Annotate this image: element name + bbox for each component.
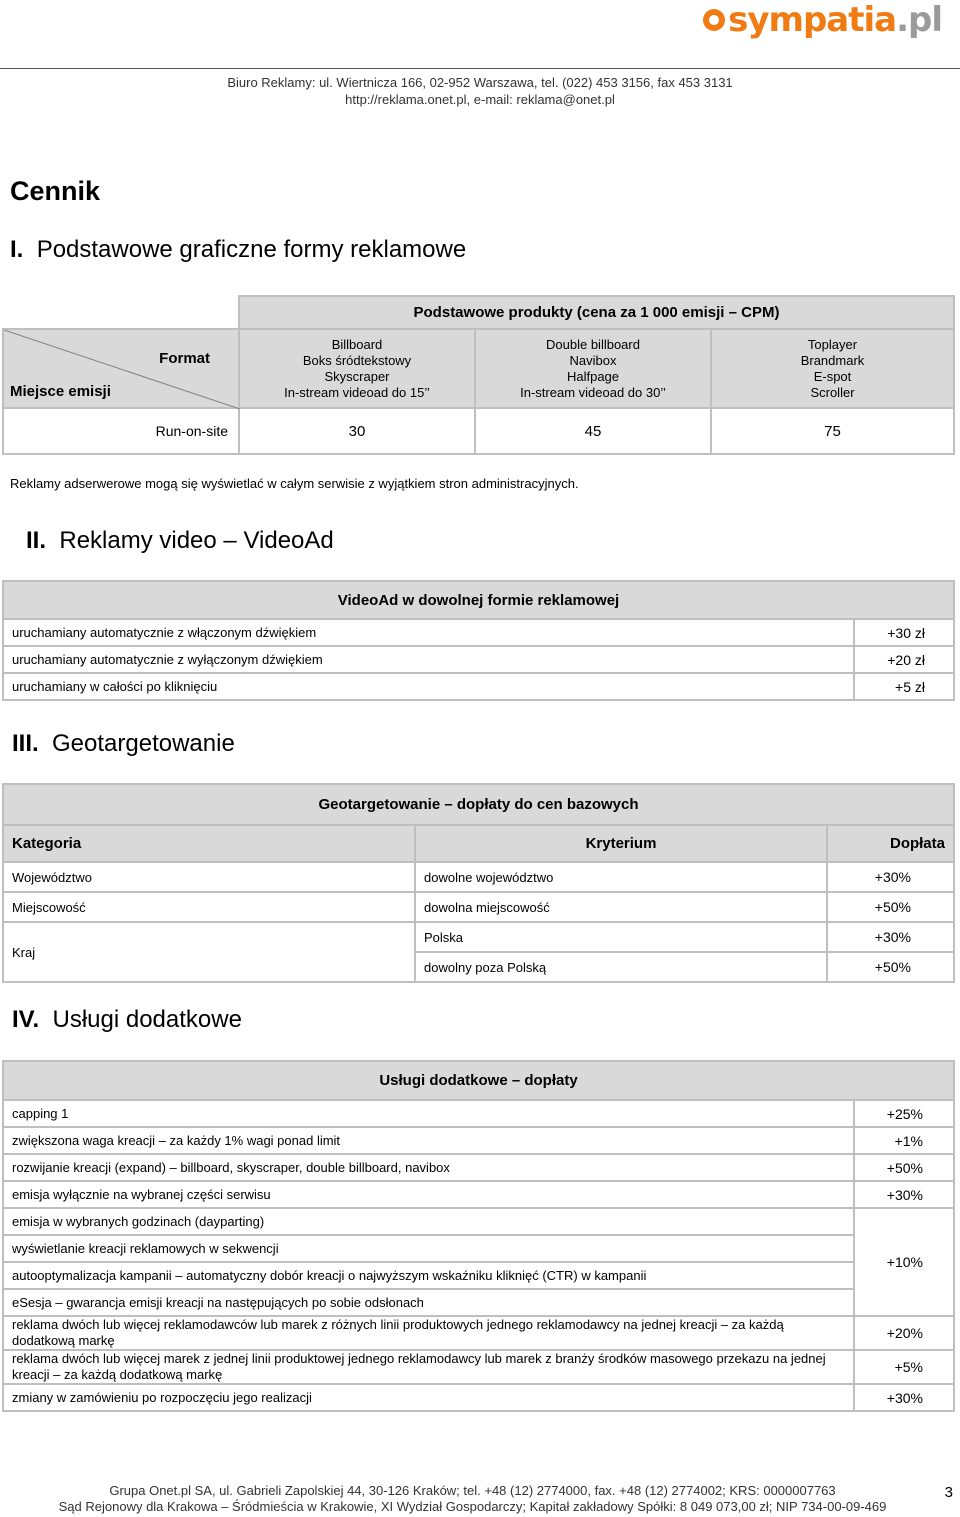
- geo-value: +30%: [827, 922, 954, 952]
- section-2-heading: [26, 527, 334, 555]
- service-label: eSesja – gwarancja emisji kreacji na następujących po sobie odsłonach: [3, 1289, 854, 1316]
- table-row: [3, 892, 954, 922]
- videoad-value: +20 zł: [854, 646, 954, 673]
- price-cell: 45: [475, 408, 711, 454]
- price-cell: 30: [239, 408, 475, 454]
- table-row: [3, 922, 954, 952]
- table-row: [3, 408, 954, 454]
- additional-services-table: [2, 1060, 955, 1412]
- service-value: +1%: [854, 1127, 954, 1154]
- corner-placement-label: Miejsce emisji: [10, 383, 111, 400]
- section-3-number: III.: [12, 730, 39, 757]
- table-row: [3, 1154, 954, 1181]
- service-label: capping 1: [3, 1100, 854, 1127]
- service-label: rozwijanie kreacji (expand) – billboard, skyscraper, double billboard, navibox: [3, 1154, 854, 1181]
- section-2-title: Reklamy video – VideoAd: [59, 527, 334, 554]
- table-row: [3, 646, 954, 673]
- section-1-heading: [10, 236, 466, 264]
- section-4-heading: [12, 1006, 242, 1034]
- service-value: +25%: [854, 1100, 954, 1127]
- service-label: emisja w wybranych godzinach (dayparting): [3, 1208, 854, 1235]
- geo-value: +50%: [827, 892, 954, 922]
- videoad-label: uruchamiany automatycznie z włączonym dźwiękiem: [3, 619, 854, 646]
- table-row: [3, 619, 954, 646]
- table-row: [3, 1181, 954, 1208]
- videoad-title: VideoAd w dowolnej formie reklamowej: [3, 581, 954, 619]
- geotargeting-table: [2, 783, 955, 983]
- videoad-value: +5 zł: [854, 673, 954, 700]
- header-divider: [0, 68, 960, 69]
- price-cell: 75: [711, 408, 954, 454]
- address-line-1: Biuro Reklamy: ul. Wiertnicza 166, 02-952 Warszawa, tel. (022) 453 3156, fax 453 3131: [227, 75, 733, 90]
- service-label: reklama dwóch lub więcej reklamodawców lub marek z różnych linii produktowych jednego reklamodawcy na jednej kreacji – za każdą dodatkową markę: [3, 1316, 854, 1350]
- service-label: autooptymalizacja kampanii – automatyczny dobór kreacji o najwyższym wskaźniku kliknięć (CTR) w kampanii: [3, 1262, 854, 1289]
- page-number: 3: [944, 1484, 953, 1501]
- format-col-2: Double billboard Navibox Halfpage In-stream videoad do 30’’: [475, 329, 711, 408]
- table-row: [3, 1127, 954, 1154]
- service-value: +50%: [854, 1154, 954, 1181]
- corner-format-label: Format: [159, 350, 210, 367]
- footer-line-2: Sąd Rejonowy dla Krakowa – Śródmieścia w Krakowie, XI Wydział Gospodarczy; Kapitał zakładowy Spółki: 8 049 073,00 zł; NIP 734-00-09-469: [58, 1499, 887, 1514]
- services-title: Usługi dodatkowe – dopłaty: [3, 1061, 954, 1100]
- service-label: emisja wyłącznie na wybranej części serwisu: [3, 1181, 854, 1208]
- service-label: wyświetlanie kreacji reklamowych w sekwencji: [3, 1235, 854, 1262]
- basic-products-table: [2, 295, 955, 455]
- basic-products-title: Podstawowe produkty (cena za 1 000 emisji – CPM): [239, 296, 954, 329]
- footer-line-1: Grupa Onet.pl SA, ul. Gabrieli Zapolskiej 44, 30-126 Kraków; tel. +48 (12) 2774000, fax. +48 (12) 2774002; KRS: 0000007763: [109, 1483, 836, 1498]
- header-category: Kategoria: [3, 825, 415, 862]
- section-3-heading: [12, 730, 235, 758]
- table-row: [3, 1100, 954, 1127]
- geo-category: Województwo: [3, 862, 415, 892]
- geo-category: Kraj: [3, 922, 415, 982]
- geo-criterion: dowolne województwo: [415, 862, 827, 892]
- logo-suffix: .pl: [896, 0, 942, 40]
- videoad-table: [2, 580, 955, 701]
- table-row: [3, 1350, 954, 1384]
- section-1-number: I.: [10, 236, 24, 263]
- videoad-label: uruchamiany w całości po kliknięciu: [3, 673, 854, 700]
- sympatia-logo: [703, 0, 942, 40]
- table-row: [3, 1289, 954, 1316]
- geo-category: Miejscowość: [3, 892, 415, 922]
- format-col-1: Billboard Boks śródtekstowy Skyscraper In-stream videoad do 15’’: [239, 329, 475, 408]
- section-1-note: Reklamy adserwerowe mogą się wyświetlać w całym serwisie z wyjątkiem stron administracyjnych.: [10, 476, 579, 491]
- logo-text: sympatia: [728, 0, 897, 40]
- row-label-run-on-site: Run-on-site: [3, 408, 239, 454]
- geo-criterion: dowolny poza Polską: [415, 952, 827, 982]
- service-value: +30%: [854, 1181, 954, 1208]
- service-label: zmiany w zamówieniu po rozpoczęciu jego realizacji: [3, 1384, 854, 1411]
- videoad-value: +30 zł: [854, 619, 954, 646]
- geo-value: +30%: [827, 862, 954, 892]
- geotargeting-title: Geotargetowanie – dopłaty do cen bazowych: [3, 784, 954, 825]
- geo-criterion: dowolna miejscowość: [415, 892, 827, 922]
- service-value: +30%: [854, 1384, 954, 1411]
- table-row: [3, 1235, 954, 1262]
- section-4-title: Usługi dodatkowe: [52, 1006, 242, 1033]
- service-value: +20%: [854, 1316, 954, 1350]
- corner-cell: [3, 329, 239, 408]
- table-row: [3, 1208, 954, 1235]
- service-label: reklama dwóch lub więcej marek z jednej linii produktowej jednego reklamodawcy lub marek z branży środków masowego przekazu na jednej kreacji – za każdą dodatkową markę: [3, 1350, 854, 1384]
- geo-criterion: Polska: [415, 922, 827, 952]
- table-row: [3, 673, 954, 700]
- address-line-2: http://reklama.onet.pl, e-mail: reklama@onet.pl: [345, 92, 615, 107]
- page-title: Cennik: [10, 176, 101, 206]
- geotargeting-header-row: [3, 825, 954, 862]
- section-3-title: Geotargetowanie: [52, 730, 235, 757]
- header-criterion: Kryterium: [415, 825, 827, 862]
- logo-mark-icon: [703, 9, 725, 31]
- table-row: [3, 1262, 954, 1289]
- format-col-3: Toplayer Brandmark E-spot Scroller: [711, 329, 954, 408]
- section-4-number: IV.: [12, 1006, 40, 1033]
- table-row: [3, 1384, 954, 1411]
- geo-value: +50%: [827, 952, 954, 982]
- service-value: +5%: [854, 1350, 954, 1384]
- table-row: [3, 862, 954, 892]
- service-value: +10%: [854, 1208, 954, 1316]
- table-row: [3, 1316, 954, 1350]
- videoad-label: uruchamiany automatycznie z wyłączonym dźwiękiem: [3, 646, 854, 673]
- section-2-number: II.: [26, 527, 47, 554]
- section-1-title: Podstawowe graficzne formy reklamowe: [36, 236, 467, 263]
- service-label: zwiększona waga kreacji – za każdy 1% wagi ponad limit: [3, 1127, 854, 1154]
- header-surcharge: Dopłata: [827, 825, 954, 862]
